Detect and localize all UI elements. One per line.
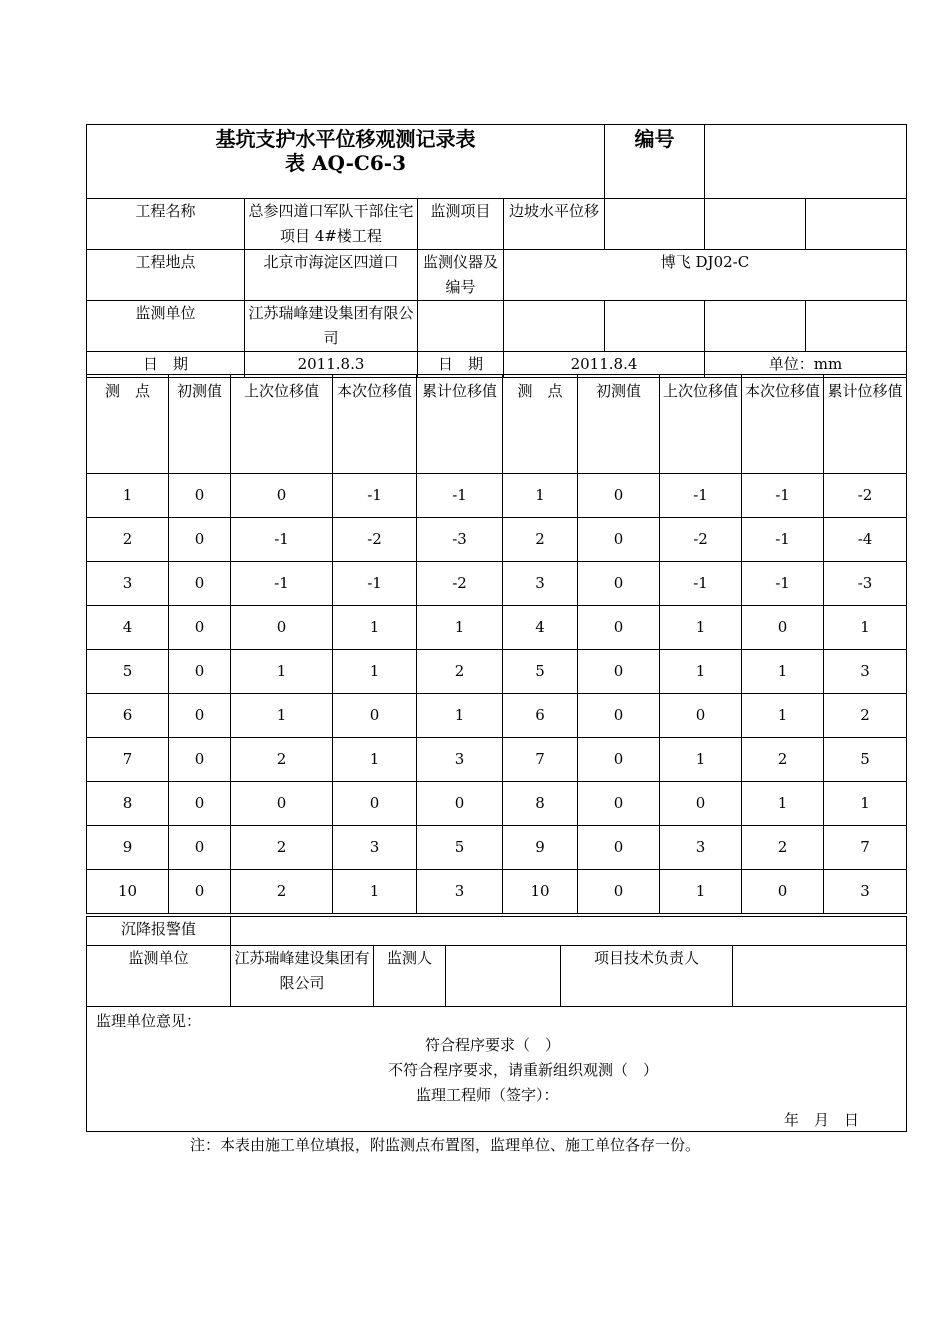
table-cell: -2 [333,518,417,562]
alarm-label: 沉降报警值 [87,917,231,946]
table-cell: 5 [417,826,503,870]
number-value[interactable] [705,125,907,199]
table-cell: 5 [824,738,907,782]
measure-unit: 单位：mm [705,352,907,378]
table-cell: 1 [87,474,169,518]
table-cell: 0 [417,782,503,826]
col-header: 上次位移值 [660,375,742,474]
col-header: 累计位移值 [824,375,907,474]
blank-cell [605,301,705,352]
table-row [87,474,907,518]
instrument: 博飞 DJ02-C [504,250,907,301]
table-cell: -1 [742,518,824,562]
table-cell: 5 [87,650,169,694]
table-cell: 2 [231,738,333,782]
blank-cell [605,199,705,250]
table-cell: 1 [333,650,417,694]
table-cell: 0 [660,694,742,738]
table-cell: 1 [417,694,503,738]
col-header: 测 点 [503,375,578,474]
table-cell: 3 [660,826,742,870]
data-table [86,374,907,914]
table-cell: 2 [87,518,169,562]
table-cell: 0 [578,826,660,870]
table-row [87,870,907,914]
table-cell: 4 [503,606,578,650]
table-cell: 7 [87,738,169,782]
col-header: 累计位移值 [417,375,503,474]
table-cell: 3 [503,562,578,606]
date-2: 2011.8.4 [504,352,705,378]
form-title: 基坑支护水平位移观测记录表 [215,127,476,151]
table-cell: 2 [503,518,578,562]
blank-cell [806,301,907,352]
table-cell: 10 [503,870,578,914]
form-code: 表 AQ-C6-3 [285,151,406,175]
table-cell: 7 [503,738,578,782]
col-header: 本次位移值 [333,375,417,474]
date-label-2: 日 期 [418,352,504,378]
table-cell: 6 [87,694,169,738]
instrument-label: 监测仪器及编号 [418,250,504,301]
table-cell: 1 [333,870,417,914]
table-cell: 1 [660,650,742,694]
col-header: 测 点 [87,375,169,474]
tech-lead[interactable] [733,946,907,1007]
table-cell: 8 [503,782,578,826]
table-cell: 3 [417,738,503,782]
supervisor-opinion [87,1007,907,1132]
table-cell: 0 [578,562,660,606]
table-cell: 1 [231,650,333,694]
number-label: 编号 [605,125,705,199]
col-header: 初测值 [578,375,660,474]
engineer-signature: 监理工程师（签字）： [416,1086,559,1104]
table-cell: 2 [231,870,333,914]
table-cell: 0 [333,782,417,826]
table-cell: 0 [578,474,660,518]
table-cell: 1 [660,870,742,914]
table-cell: 0 [578,518,660,562]
monitor-person[interactable] [446,946,561,1007]
table-cell: 1 [333,606,417,650]
table-cell: 9 [87,826,169,870]
table-cell: 5 [503,650,578,694]
table-cell: 3 [824,870,907,914]
table-cell: -1 [417,474,503,518]
table-cell: 1 [503,474,578,518]
table-cell: -2 [660,518,742,562]
blank-cell [418,301,504,352]
opinion-label: 监理单位意见： [96,1012,202,1030]
table-cell: 4 [87,606,169,650]
table-row [87,650,907,694]
table-cell: 0 [578,782,660,826]
table-cell: 0 [169,738,231,782]
table-cell: 1 [660,606,742,650]
table-cell: 1 [824,606,907,650]
blank-cell [504,301,605,352]
col-header: 初测值 [169,375,231,474]
monitor-item-label: 监测项目 [418,199,504,250]
monitor-person-label: 监测人 [374,946,446,1007]
monitor-item: 边坡水平位移 [504,199,605,250]
table-cell: 1 [742,650,824,694]
table-cell: 1 [660,738,742,782]
table-cell: 0 [742,870,824,914]
table-cell: 0 [169,650,231,694]
table-cell: 3 [824,650,907,694]
date-1: 2011.8.3 [245,352,418,378]
table-cell: 0 [578,694,660,738]
table-cell: -1 [660,474,742,518]
table-cell: 1 [742,694,824,738]
table-cell: 0 [169,474,231,518]
table-cell: 2 [231,826,333,870]
project-name: 总参四道口军队干部住宅项目 4#楼工程 [245,199,418,250]
table-cell: -1 [742,474,824,518]
option-fail: 不符合程序要求，请重新组织观测（ ） [388,1061,659,1079]
table-cell: -2 [824,474,907,518]
table-cell: 0 [169,870,231,914]
table-cell: 2 [417,650,503,694]
table-row [87,826,907,870]
table-cell: 3 [87,562,169,606]
tech-lead-label: 项目技术负责人 [561,946,733,1007]
table-cell: -3 [417,518,503,562]
table-cell: 0 [578,738,660,782]
table-cell: -4 [824,518,907,562]
footer-unit-label: 监测单位 [87,946,231,1007]
opinion-date: 年 月 日 [784,1111,860,1129]
col-header: 本次位移值 [742,375,824,474]
table-cell: 0 [578,606,660,650]
table-cell: 2 [742,738,824,782]
table-cell: 1 [417,606,503,650]
footer-table [86,916,907,1132]
table-cell: 0 [231,474,333,518]
column-header-row [87,375,907,474]
table-cell: 3 [417,870,503,914]
table-cell: 0 [578,650,660,694]
table-cell: 0 [231,606,333,650]
table-row [87,518,907,562]
table-cell: 1 [824,782,907,826]
table-cell: 10 [87,870,169,914]
location: 北京市海淀区四道口 [245,250,418,301]
table-cell: -1 [231,518,333,562]
table-cell: 8 [87,782,169,826]
blank-cell [806,199,907,250]
table-cell: 1 [231,694,333,738]
footer-unit: 江苏瑞峰建设集团有限公司 [231,946,374,1007]
table-cell: 0 [169,562,231,606]
blank-cell [705,199,806,250]
table-cell: 0 [578,870,660,914]
table-cell: 2 [742,826,824,870]
table-cell: 3 [333,826,417,870]
table-cell: 0 [169,694,231,738]
table-cell: -1 [333,474,417,518]
table-cell: 0 [169,606,231,650]
location-label: 工程地点 [87,250,245,301]
footnote: 注：本表由施工单位填报，附监测点布置图，监理单位、施工单位各存一份。 [190,1136,701,1154]
table-cell: 2 [824,694,907,738]
table-cell: 0 [333,694,417,738]
table-row [87,562,907,606]
table-cell: -1 [660,562,742,606]
table-cell: 7 [824,826,907,870]
table-cell: -2 [417,562,503,606]
form-title-cell [87,125,605,199]
table-cell: -1 [333,562,417,606]
col-header: 上次位移值 [231,375,333,474]
table-row [87,606,907,650]
table-cell: 0 [742,606,824,650]
table-cell: 0 [169,518,231,562]
unit: 江苏瑞峰建设集团有限公司 [245,301,418,352]
table-row [87,782,907,826]
table-cell: 1 [333,738,417,782]
alarm-value[interactable] [231,917,907,946]
unit-label: 监测单位 [87,301,245,352]
table-cell: 0 [231,782,333,826]
date-label-1: 日 期 [87,352,245,378]
table-cell: 0 [169,782,231,826]
table-cell: 9 [503,826,578,870]
table-cell: 0 [660,782,742,826]
option-ok: 符合程序要求（ ） [425,1036,561,1054]
table-cell: 1 [742,782,824,826]
blank-cell [705,301,806,352]
table-cell: -3 [824,562,907,606]
table-cell: 6 [503,694,578,738]
project-name-label: 工程名称 [87,199,245,250]
table-cell: -1 [742,562,824,606]
table-cell: 0 [169,826,231,870]
table-row [87,738,907,782]
table-cell: -1 [231,562,333,606]
table-row [87,694,907,738]
header-info-table [86,124,907,378]
